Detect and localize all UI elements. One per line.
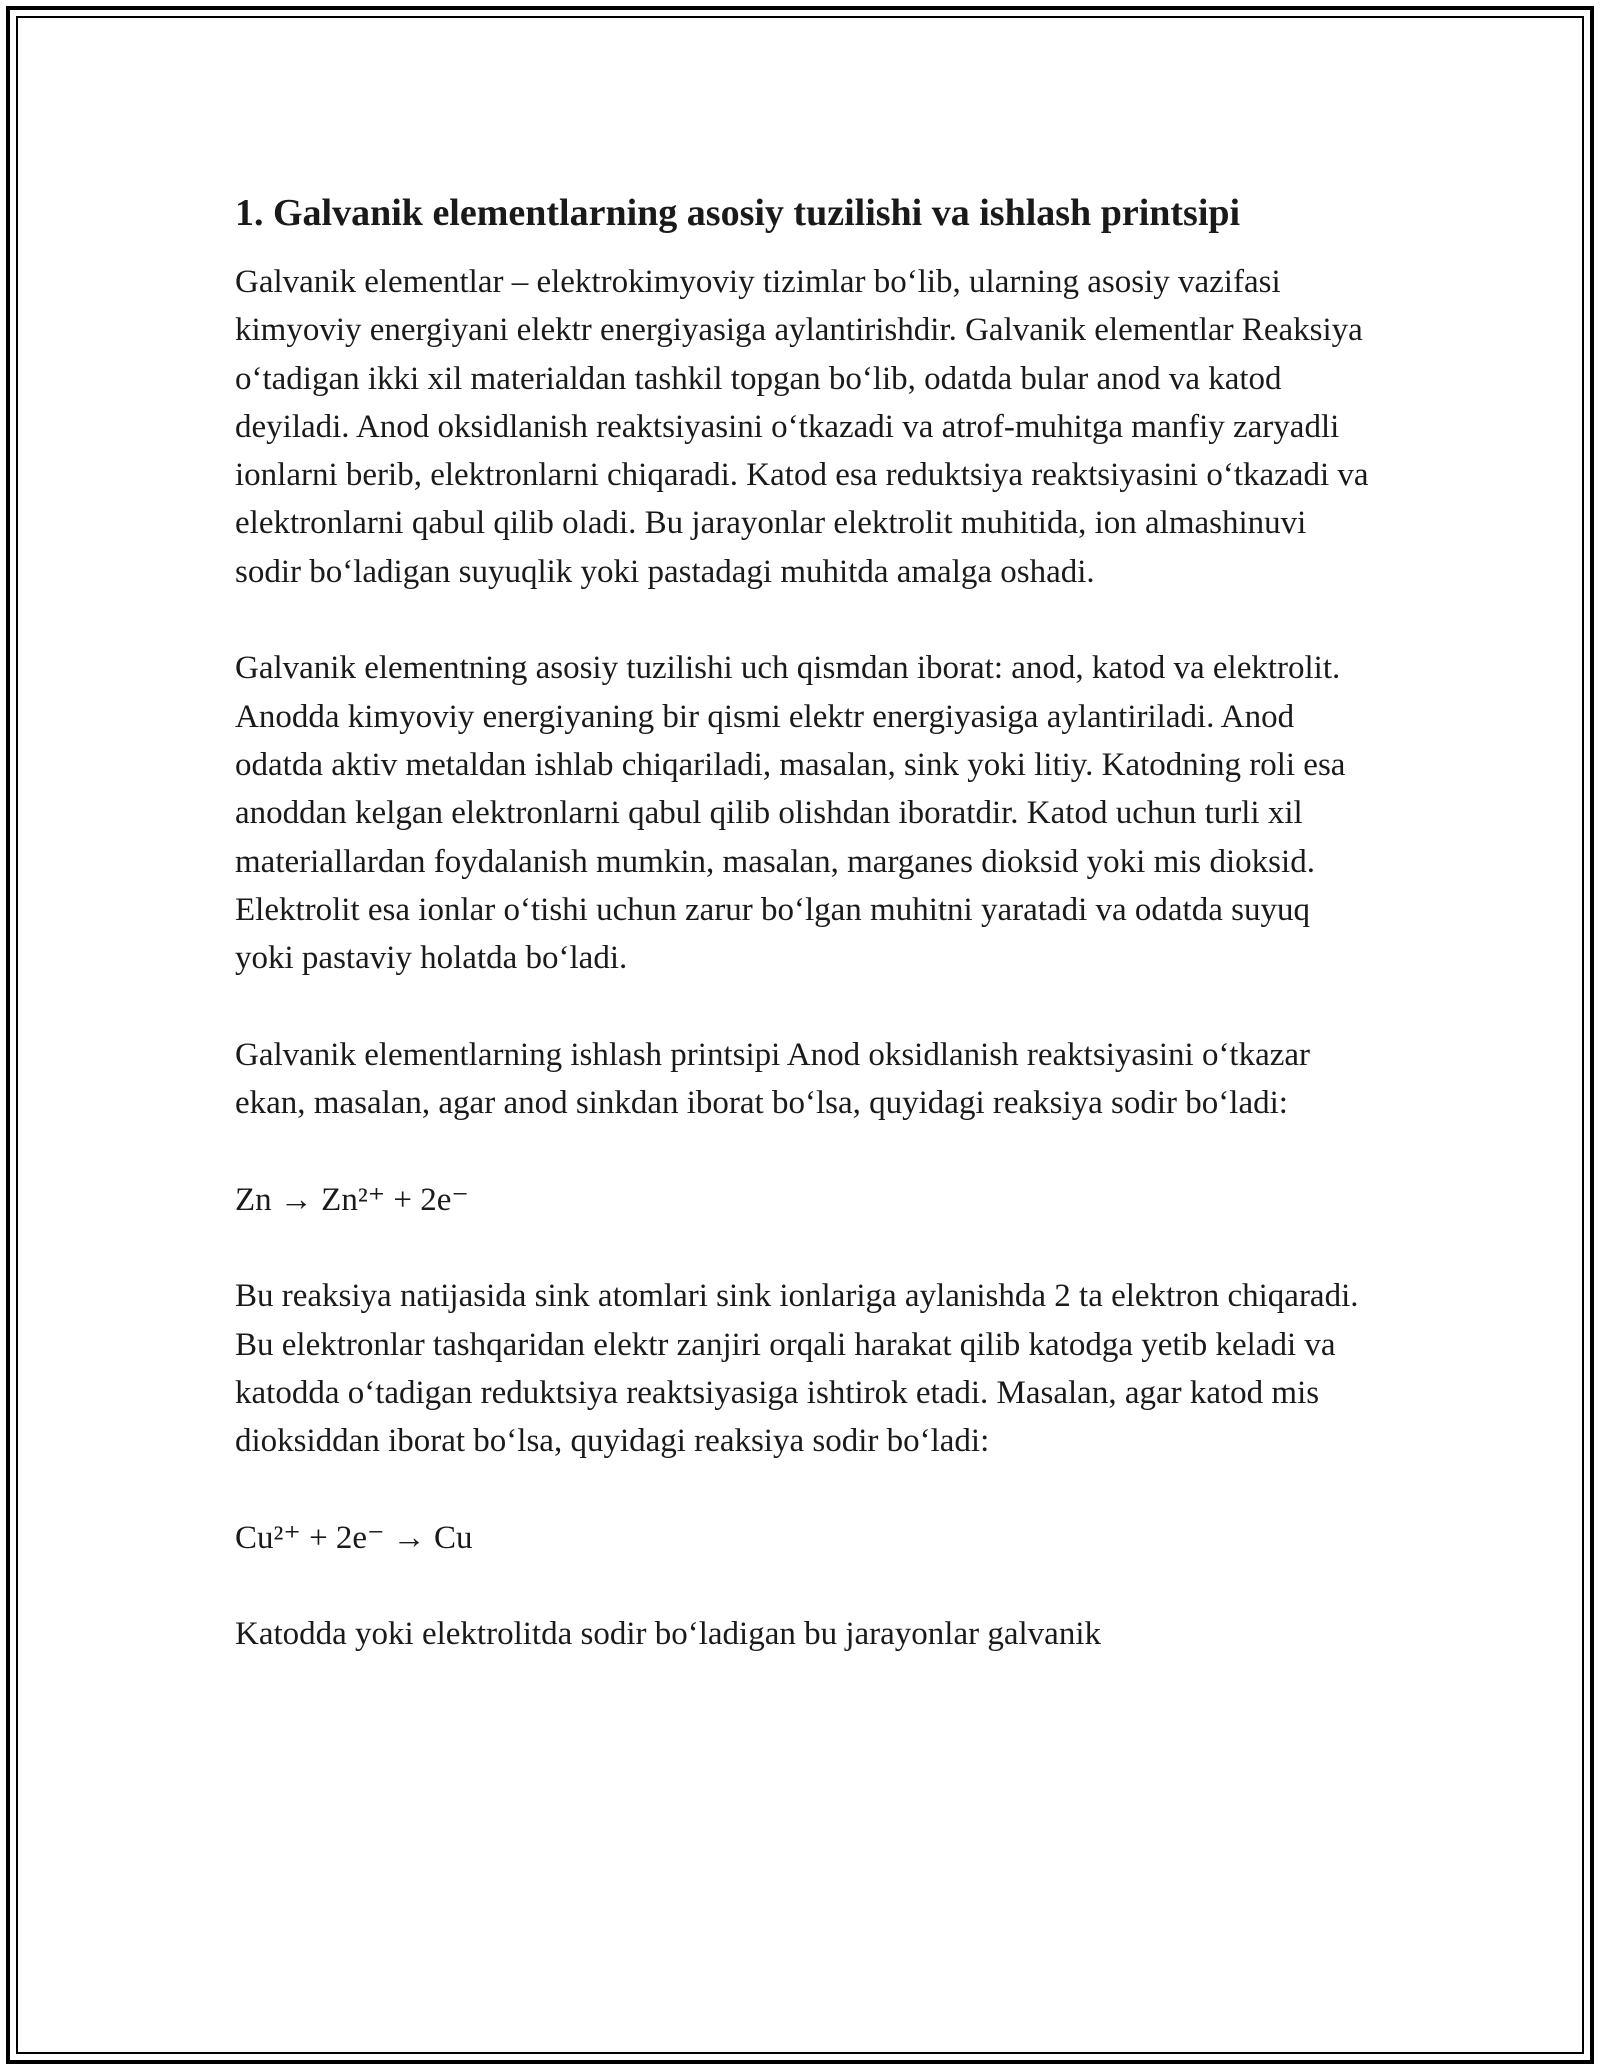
paragraph-structure: Galvanik elementning asosiy tuzilishi uch qismdan iborat: anod, katod va elektrolit. Anodda kimyoviy energiyaning bir qismi elektr energiyasiga aylantiriladi. Anod odatda aktiv metaldan ishlab chiqariladi, masalan, sink yoki litiy. Katodning roli esa anoddan kelgan elektronlarni qabul qilib olishdan iboratdir. Katod uchun turli xil materiallardan foydalanish mumkin, masalan, marganes dioksid yoki mis dioksid. Elektrolit esa ionlar o‘tishi uchun zarur bo‘lgan muhitni yaratadi va odatda suyuq yoki pastaviy holatda bo‘ladi.: [235, 650, 1346, 977]
document-body: [235, 188, 1375, 1659]
equation-cathode: Cu²⁺ + 2e⁻ → Cu: [235, 1519, 473, 1556]
paragraph-electrons: Bu reaksiya natijasida sink atomlari sink ionlariga aylanishda 2 ta elektron chiqaradi. Bu elektronlar tashqaridan elektr zanjiri orqali harakat qilib katodga yetib keladi va katodda o‘tadigan reduktsiya reaktsiyasiga ishtirok etadi. Masalan, agar katod mis dioksiddan iborat bo‘lsa, quyidagi reaksiya sodir bo‘ladi:: [235, 1278, 1359, 1460]
section-heading: 1. Galvanik elementlarning asosiy tuzilishi va ishlash printsipi: [235, 192, 1241, 234]
paragraph-continuation: Katodda yoki elektrolitda sodir bo‘ladigan bu jarayonlar galvanik: [235, 1616, 1101, 1653]
equation-anode: Zn → Zn²⁺ + 2e⁻: [235, 1181, 469, 1218]
paragraph-principle: Galvanik elementlarning ishlash printsipi Anod oksidlanish reaktsiyasini o‘tkazar ekan, masalan, agar anod sinkdan iborat bo‘lsa, quyidagi reaksiya sodir bo‘ladi:: [235, 1036, 1311, 1122]
paragraph-intro: Galvanik elementlar – elektrokimyoviy tizimlar bo‘lib, ularning asosiy vazifasi kimyoviy energiyani elektr energiyasiga aylantirishdir. Galvanik elementlar Reaksiya o‘tadigan ikki xil materialdan tashkil topgan bo‘lib, odatda bular anod va katod deyiladi. Anod oksidlanish reaktsiyasini o‘tkazadi va atrof-muhitga manfiy zaryadli ionlarni berib, elektronlarni chiqaradi. Katod esa reduktsiya reaktsiyasini o‘tkazadi va elektronlarni qabul qilib oladi. Bu jarayonlar elektrolit muhitida, ion almashinuvi sodir bo‘ladigan suyuqlik yoki pastadagi muhitda amalga oshadi.: [235, 264, 1369, 590]
